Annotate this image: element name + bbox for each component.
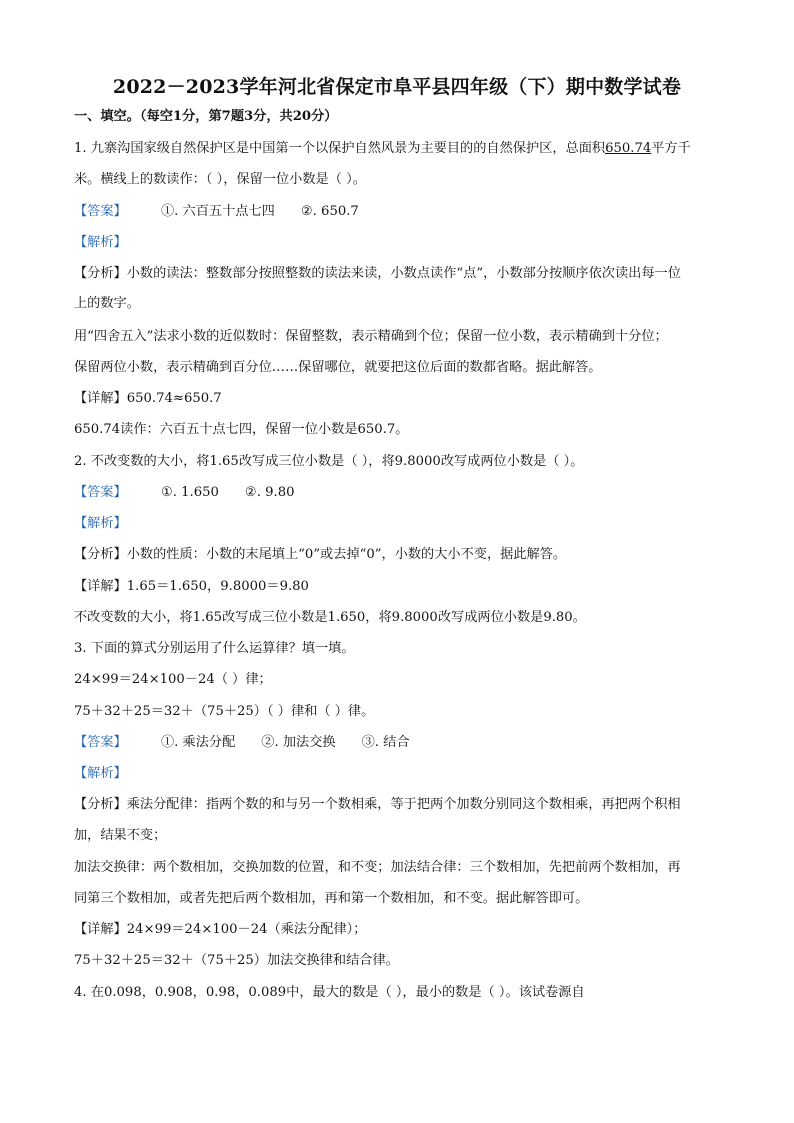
q1-fenxi-line1: 【分析】小数的读法：整数部分按照整数的读法来读，小数点读作“点”，小数部分按顺序依次读出每一位 [74,266,681,281]
q3-fenxi-line2: 加，结果不变； [74,828,167,843]
answer-tag: 【答案】 [74,204,127,219]
q3-fenxi-line1: 【分析】乘法分配律：指两个数的和与另一个数相乘，等于把两个加数分别同这个数相乘，再把两个积相 [74,797,681,812]
q2-answer-1: ①. 1.650 [160,485,219,500]
q2-answer-2: ②. 9.80 [244,485,295,500]
q4-line1: 4. 在0.098，0.908，0.98，0.089中，最大的数是（ ），最小的数是（ ）。该试卷源自 [74,985,585,1000]
q3-answer-1: ①. 乘法分配 [160,735,236,750]
q2-analysis-tag: 【解析】 [74,516,127,531]
q1-detail-line2: 650.74读作：六百五十点七四，保留一位小数是650.7。 [74,422,409,437]
q1-answer-2: ②. 650.7 [300,204,359,219]
q2-detail-line1: 【详解】1.65＝1.650，9.8000＝9.80 [74,579,309,594]
q3-fenxi-line4: 同第三个数相加，或者先把后两个数相加，再和第一个数相加，和不变。据此解答即可。 [74,891,589,906]
q3-detail-line1: 【详解】24×99＝24×100－24（乘法分配律）； [74,922,367,937]
q3-line1: 3. 下面的算式分别运用了什么运算律？填一填。 [74,641,355,656]
q3-line2: 24×99＝24×100－24（ ）律； [74,672,272,687]
answer-tag: 【答案】 [74,485,127,500]
page-title: 2022－2023学年河北省保定市阜平县四年级（下）期中数学试卷 [112,76,682,98]
q2-fenxi-line1: 【分析】小数的性质：小数的末尾填上“0”或去掉“0”，小数的大小不变，据此解答。 [74,547,567,562]
q2-answer-row [74,483,734,503]
q3-analysis-tag: 【解析】 [74,766,127,781]
q1-underlined-number: 650.74 [605,141,652,156]
q1-answer-row [74,202,734,222]
q3-fenxi-line3: 加法交换律：两个数相加，交换加数的位置，和不变；加法结合律：三个数相加，先把前两个数相加，再 [74,860,681,875]
q1-detail-line1: 【详解】650.74≈650.7 [74,391,222,406]
q1-line1: 1. 九寨沟国家级自然保护区是中国第一个以保护自然风景为主要目的的自然保护区，总面积650.74平方千 [74,141,691,156]
q3-line3: 75＋32＋25＝32＋（75＋25）（ ）律和（ ）律。 [74,704,375,719]
q1-line2: 米。横线上的数读作：（ ），保留一位小数是（ ）。 [74,172,366,187]
q2-detail-line2: 不改变数的大小，将1.65改写成三位小数是1.650，将9.8000改写成两位小数是9.80。 [74,610,586,625]
q1-fenxi-line2: 上的数字。 [74,296,140,311]
q1-fenxi-line3: 用“四舍五入”法求小数的近似数时：保留整数，表示精确到个位；保留一位小数，表示精确到十分位； [74,329,668,344]
q2-line1: 2. 不改变数的大小，将1.65改写成三位小数是（ ），将9.8000改写成两位小数是（ ）。 [74,454,584,469]
answer-tag: 【答案】 [74,735,127,750]
q3-answer-3: ③. 结合 [361,735,410,750]
q1-answer-1: ①. 六百五十点七四 [160,204,275,219]
section-heading: 一、填空。（每空1分，第7题3分，共20分） [74,109,338,124]
q1-analysis-tag: 【解析】 [74,235,127,250]
q3-answer-2: ②. 加法交换 [261,735,336,750]
q1-text: 1. 九寨沟国家级自然保护区是中国第一个以保护自然风景为主要目的的自然保护区，总面积 [74,141,606,156]
q3-detail-line2: 75＋32＋25＝32＋（75＋25）加法交换律和结合律。 [74,953,399,968]
q3-answer-row [74,733,734,753]
q1-fenxi-line4: 保留两位小数，表示精确到百分位……保留哪位，就要把这位后面的数都省略。据此解答。 [74,360,602,375]
